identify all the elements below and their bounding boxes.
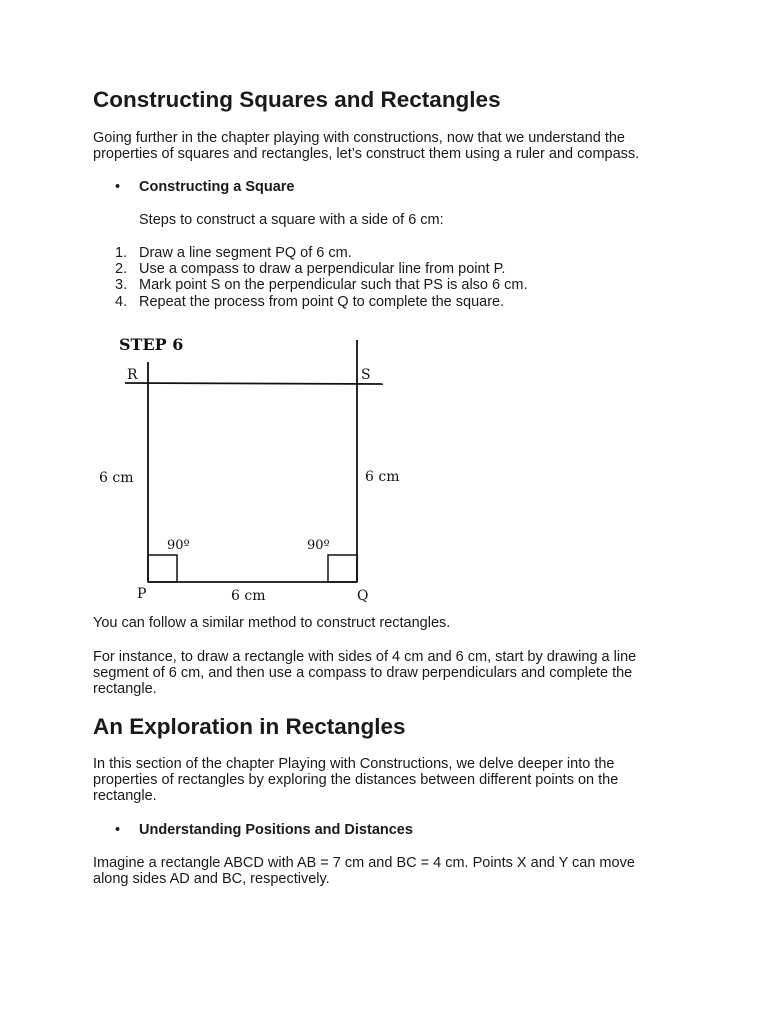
figure-svg <box>95 330 415 610</box>
top-line-rs <box>125 383 383 384</box>
right-angle-marker-p <box>148 555 177 582</box>
step-number: 3. <box>115 277 128 294</box>
instance-line-1: For instance, to draw a rectangle with sides of 4 cm and 6 cm, start by drawing a line <box>93 649 637 665</box>
step-text: Repeat the process from point Q to complete the square. <box>139 293 505 310</box>
label-s: S <box>361 367 371 383</box>
step-text: Draw a line segment PQ of 6 cm. <box>139 245 352 261</box>
step-number: 4. <box>115 293 128 310</box>
angle-right-label: 90º <box>307 538 330 553</box>
steps-intro: Steps to construct a square with a side of 6 cm: <box>139 212 444 228</box>
after-figure-line: You can follow a similar method to construct rectangles. <box>93 615 451 631</box>
section2-body-line-1: Imagine a rectangle ABCD with AB = 7 cm and BC = 4 cm. Points X and Y can move <box>93 855 635 871</box>
bullet-marker: • <box>115 179 121 195</box>
label-q: Q <box>357 588 369 604</box>
left-side-label: 6 cm <box>99 470 134 486</box>
list-item <box>93 294 527 310</box>
list-item <box>93 261 527 277</box>
bullet-heading-square: Constructing a Square <box>139 179 295 195</box>
step-text: Mark point S on the perpendicular such that PS is also 6 cm. <box>139 277 528 294</box>
intro-line-2: properties of squares and rectangles, let’s construct them using a ruler and compass. <box>93 146 640 162</box>
step-text: Use a compass to draw a perpendicular line from point P. <box>139 261 506 278</box>
bottom-side-label: 6 cm <box>231 588 266 604</box>
bullet-marker: • <box>115 822 121 838</box>
right-side-label: 6 cm <box>365 469 400 485</box>
label-p: P <box>137 586 147 602</box>
section-title-constructing: Constructing Squares and Rectangles <box>93 87 501 112</box>
list-item <box>93 277 527 293</box>
list-item <box>93 245 527 261</box>
section2-body-line-2: along sides AD and BC, respectively. <box>93 871 330 887</box>
bullet-heading-positions: Understanding Positions and Distances <box>139 822 413 838</box>
section2-intro-line-1: In this section of the chapter Playing with Constructions, we delve deeper into the <box>93 756 615 772</box>
section2-intro-line-3: rectangle. <box>93 788 157 804</box>
label-r: R <box>127 367 138 383</box>
angle-left-label: 90º <box>167 538 190 553</box>
right-angle-marker-q <box>328 555 357 582</box>
step-number: 2. <box>115 261 128 278</box>
intro-line-1: Going further in the chapter playing with constructions, now that we understand the <box>93 130 625 146</box>
square-construction-figure <box>95 330 415 610</box>
instance-line-2: segment of 6 cm, and then use a compass to draw perpendiculars and complete the <box>93 665 633 681</box>
steps-list <box>93 245 527 310</box>
section-title-exploration: An Exploration in Rectangles <box>93 714 406 739</box>
step-number: 1. <box>115 245 128 261</box>
instance-line-3: rectangle. <box>93 681 157 697</box>
section2-intro-line-2: properties of rectangles by exploring the distances between different points on the <box>93 772 619 788</box>
step-label: STEP 6 <box>119 335 184 354</box>
